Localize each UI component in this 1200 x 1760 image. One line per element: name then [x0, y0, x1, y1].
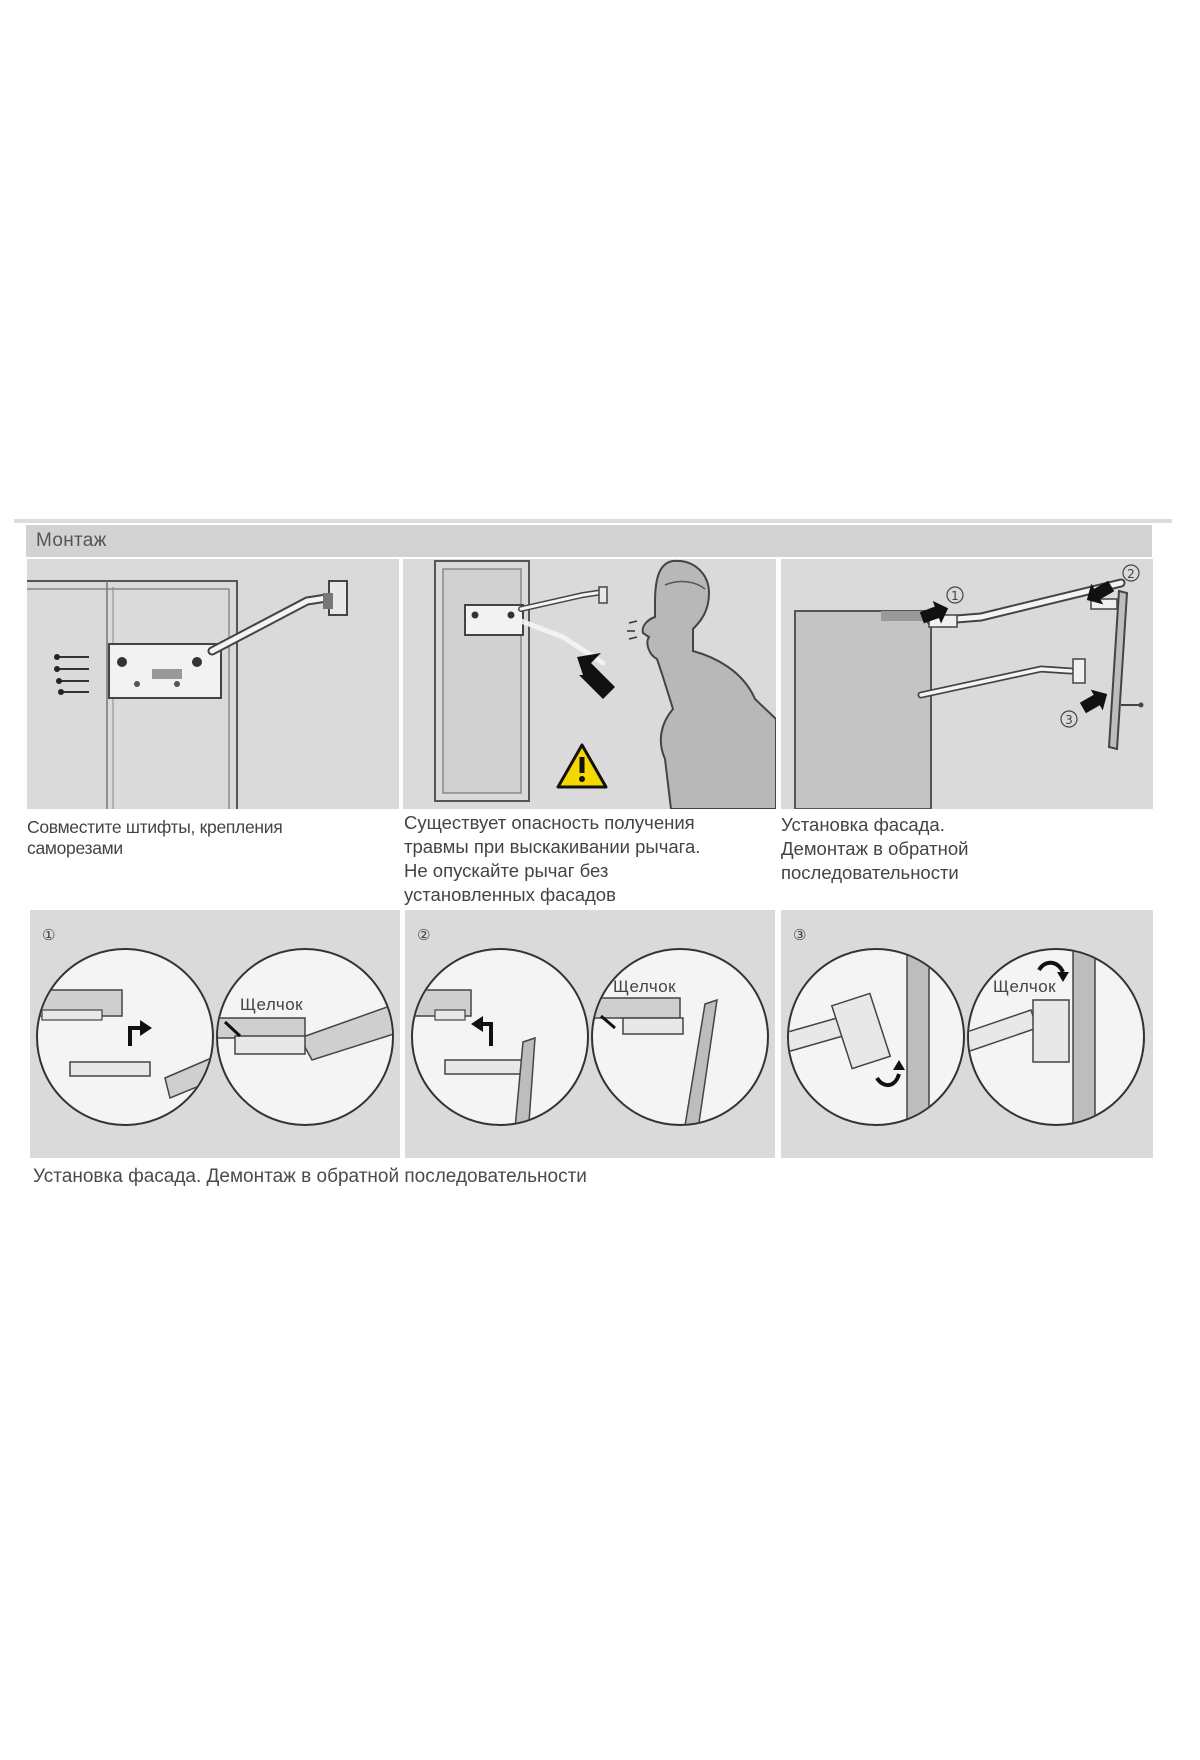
panel-warning-caption: Существует опасность получения травмы при выскакивании рычага. Не опускайте рычаг без установленных фасадов	[404, 812, 701, 905]
panel-front-install	[781, 559, 1153, 809]
step-1-label: ①	[42, 926, 56, 944]
step-panel-1	[30, 910, 400, 1158]
top-divider	[14, 519, 1172, 523]
click-label-2: Щелчок	[613, 977, 677, 996]
step-panel-2	[405, 910, 775, 1158]
section-title: Монтаж	[36, 530, 107, 551]
click-label-3: Щелчок	[993, 977, 1057, 996]
svg-text:1: 1	[951, 589, 959, 603]
panel-front-install-caption: Установка фасада. Демонтаж в обратной последовательности	[781, 814, 969, 883]
bottom-caption: Установка фасада. Демонтаж в обратной последовательности	[33, 1166, 587, 1187]
svg-text:2: 2	[1127, 567, 1135, 581]
panel-mounting	[27, 559, 399, 809]
panel-warning	[403, 559, 776, 809]
step-panel-3	[781, 910, 1153, 1158]
section-header-band	[26, 525, 1152, 557]
svg-text:3: 3	[1065, 713, 1073, 727]
panel-mounting-caption: Совместите штифты, крепления саморезами	[27, 817, 283, 858]
click-label-1: Щелчок	[240, 995, 304, 1014]
warning-illustration	[403, 559, 776, 809]
mounting-illustration	[27, 559, 399, 809]
front-install-illustration	[781, 559, 1153, 809]
step-3-label: ③	[793, 926, 807, 944]
step-2-label: ②	[417, 926, 431, 944]
